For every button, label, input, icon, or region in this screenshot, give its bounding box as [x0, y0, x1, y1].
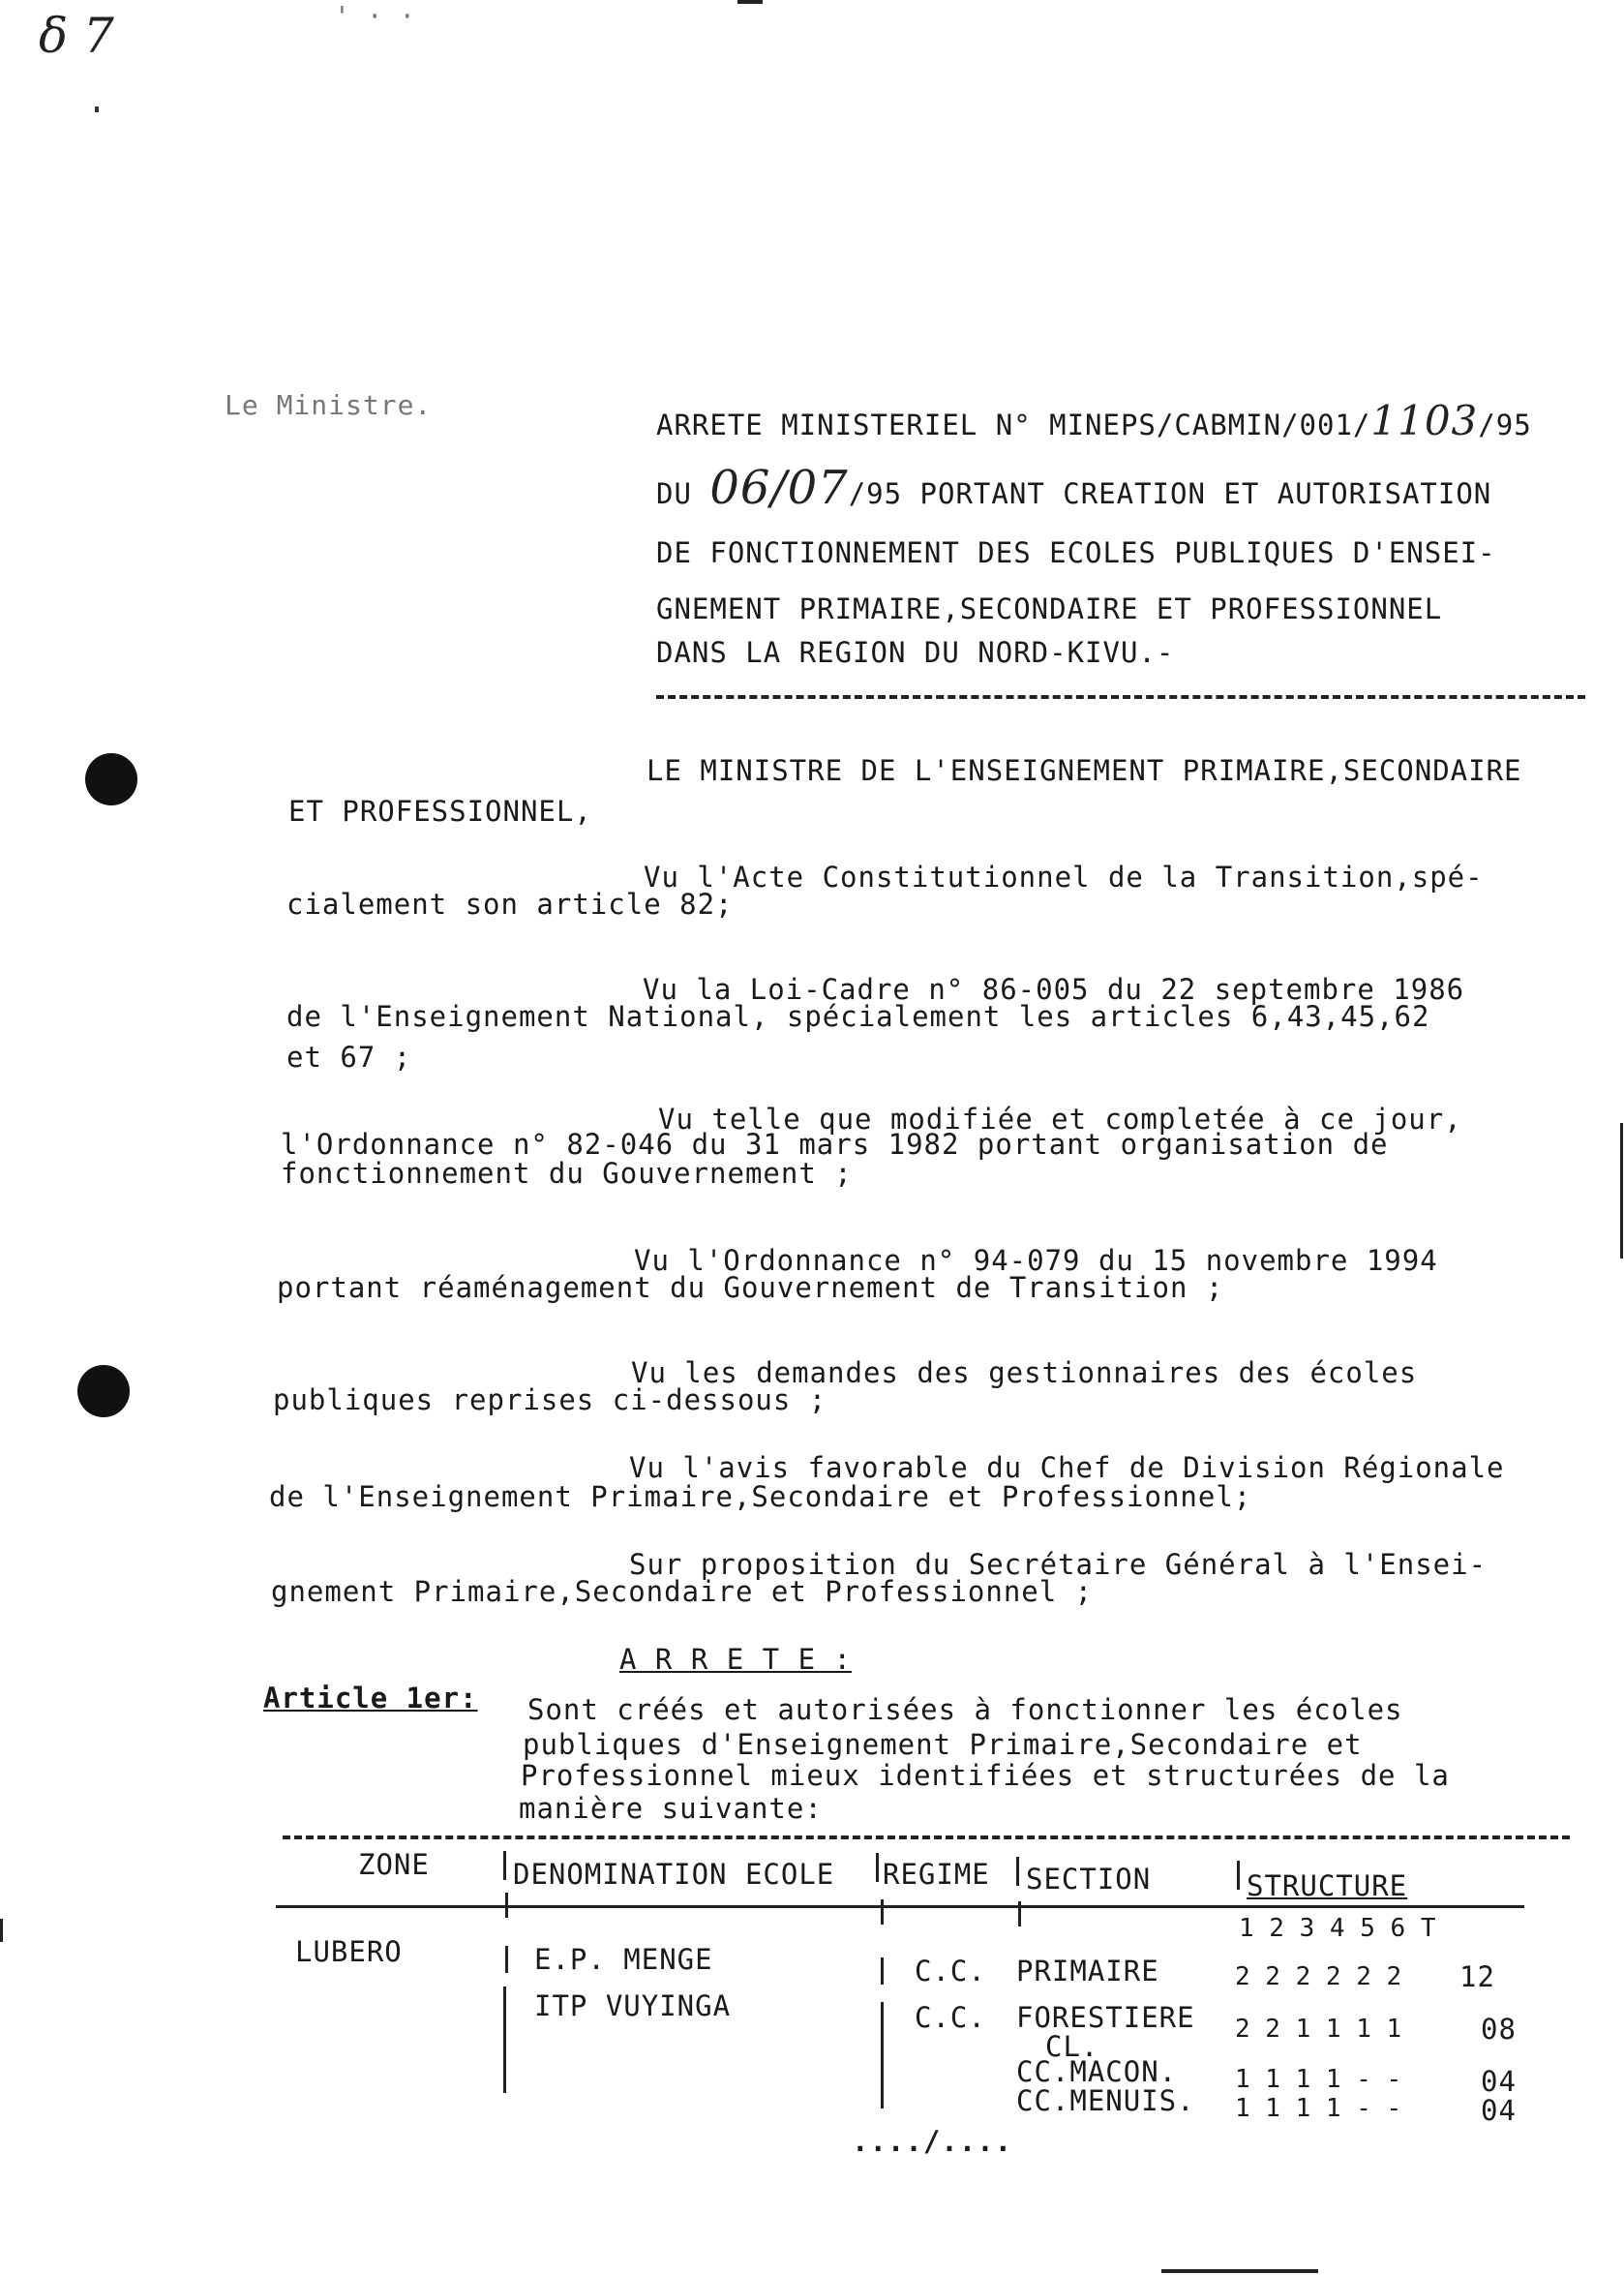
col-divider: [505, 1946, 508, 1973]
table-cell-total: 12: [1459, 1960, 1495, 1993]
header-section: SECTION: [1026, 1863, 1152, 1896]
minister-line1: LE MINISTRE DE L'ENSEIGNEMENT PRIMAIRE,SECONDAIRE: [647, 754, 1522, 787]
date-handwritten: 06/07: [709, 461, 849, 515]
col-divider: [1018, 1901, 1021, 1926]
decree-title-line1: [656, 397, 1532, 444]
table-top-rule: [283, 1835, 1570, 1839]
date-prefix: DU: [656, 477, 692, 510]
left-edge-mark: [0, 1919, 3, 1942]
page-continuation: ..../....: [852, 2125, 1013, 2158]
recital-7-line2: gnement Primaire,Secondaire et Professionnel ;: [271, 1575, 1094, 1608]
col-divider: [876, 1853, 879, 1882]
header-regime: REGIME: [883, 1858, 990, 1891]
table-cell-total: 04: [1481, 2065, 1517, 2098]
table-cell-structure: 1 1 1 1 - -: [1235, 2065, 1402, 2094]
decree-title-line3: DE FONCTIONNEMENT DES ECOLES PUBLIQUES D'ENSEI-: [656, 536, 1496, 569]
recital-4-line2: portant réaménagement du Gouvernement de Transition ;: [277, 1271, 1224, 1304]
top-edge-mark: [737, 0, 763, 4]
col-divider: [1016, 1857, 1019, 1886]
col-divider: [1237, 1861, 1240, 1890]
col-divider: [881, 1899, 884, 1925]
article-label: Article 1er:: [263, 1682, 478, 1714]
table-cell-school: ITP VUYINGA: [534, 1989, 732, 2022]
decree-date-line: [656, 461, 1492, 515]
decree-title-line5: DANS LA REGION DU NORD-KIVU.-: [656, 636, 1175, 669]
margin-mark-top: ' · ·: [334, 0, 416, 32]
header-structure-cols: 1 2 3 4 5 6 T: [1239, 1914, 1436, 1943]
recital-1-line2: cialement son article 82;: [286, 888, 734, 921]
table-cell-school: E.P. MENGE: [534, 1943, 713, 1976]
recital-6-line1: Vu l'avis favorable du Chef de Division Régionale: [629, 1451, 1505, 1484]
date-suffix: /95 PORTANT CREATION ET AUTORISATION: [848, 477, 1492, 510]
punch-hole-bottom: [77, 1365, 130, 1417]
table-cell-section: CC.MENUIS.: [1016, 2084, 1195, 2117]
col-divider: [881, 2002, 884, 2108]
header-structure: STRUCTURE: [1247, 1869, 1408, 1902]
table-cell-total: 08: [1481, 2013, 1517, 2046]
col-divider: [503, 1987, 506, 2093]
recital-7-line1: Sur proposition du Secrétaire Général à l'Ensei-: [629, 1548, 1488, 1581]
table-cell-regime: C.C.: [915, 1955, 986, 1987]
table-cell-section: CC.MACON.: [1016, 2055, 1178, 2088]
article-line1: Sont créés et autorisées à fonctionner les écoles: [527, 1693, 1403, 1726]
table-cell-zone: LUBERO: [295, 1935, 403, 1968]
table-cell-structure: 2 2 2 2 2 2: [1235, 1962, 1402, 1991]
recital-3-line3: fonctionnement du Gouvernement ;: [281, 1157, 853, 1190]
margin-mark-handwritten: δ 7: [39, 8, 114, 64]
table-header-rule: [276, 1905, 1524, 1908]
table-cell-section-continuation: CL.: [1045, 2030, 1099, 2063]
minister-line2: ET PROFESSIONNEL,: [288, 795, 592, 828]
recital-5-line1: Vu les demandes des gestionnaires des écoles: [631, 1356, 1418, 1389]
decree-number-handwritten: 1103: [1370, 397, 1479, 444]
table-cell-structure: 2 2 1 1 1 1: [1235, 2015, 1402, 2044]
punch-hole-top: [85, 753, 137, 805]
decree-title-suffix: /95: [1478, 409, 1532, 441]
col-divider: [881, 1957, 884, 1985]
signatory-label: Le Ministre.: [225, 389, 433, 421]
col-divider: [505, 1893, 508, 1918]
header-zone: ZONE: [358, 1848, 430, 1881]
article-line2: publiques d'Enseignement Primaire,Secondaire et: [523, 1728, 1363, 1761]
col-divider: [503, 1851, 506, 1880]
recital-2-line1: Vu la Loi-Cadre n° 86-005 du 22 septembre 1986: [643, 973, 1465, 1006]
recital-3-line2: l'Ordonnance n° 82-046 du 31 mars 1982 portant organisation de: [281, 1128, 1389, 1161]
recital-6-line2: de l'Enseignement Primaire,Secondaire et Professionnel;: [269, 1480, 1252, 1513]
table-cell-structure: 1 1 1 1 - -: [1235, 2094, 1402, 2123]
header-denomination: DENOMINATION ECOLE: [513, 1858, 835, 1891]
article-line4: manière suivante:: [519, 1792, 823, 1825]
recital-2-line2: de l'Enseignement National, spécialement les articles 6,43,45,62: [286, 1000, 1430, 1033]
decree-title-line4: GNEMENT PRIMAIRE,SECONDAIRE ET PROFESSIONNEL: [656, 592, 1443, 625]
table-cell-section: FORESTIERE: [1016, 2001, 1195, 2034]
decree-title-prefix: ARRETE MINISTERIEL N° MINEPS/CABMIN/001/: [656, 409, 1371, 441]
left-dot: [95, 106, 99, 112]
right-edge-mark: [1620, 1123, 1623, 1259]
bottom-edge-mark: [1161, 2269, 1318, 2273]
article-line3: Professionnel mieux identifiées et structurées de la: [521, 1759, 1450, 1792]
arrete-heading: A R R E T E :: [619, 1643, 852, 1676]
recital-2-line3: et 67 ;: [286, 1041, 412, 1074]
recital-5-line2: publiques reprises ci-dessous ;: [273, 1383, 827, 1416]
recital-3-line1: Vu telle que modifiée et completée à ce jour,: [658, 1103, 1462, 1136]
table-cell-total: 04: [1481, 2094, 1517, 2127]
table-cell-section: PRIMAIRE: [1016, 1955, 1159, 1987]
title-divider: [656, 695, 1585, 699]
table-cell-regime: C.C.: [915, 2001, 986, 2034]
recital-4-line1: Vu l'Ordonnance n° 94-079 du 15 novembre 1994: [634, 1244, 1438, 1277]
recital-1-line1: Vu l'Acte Constitutionnel de la Transition,spé-: [644, 861, 1484, 894]
